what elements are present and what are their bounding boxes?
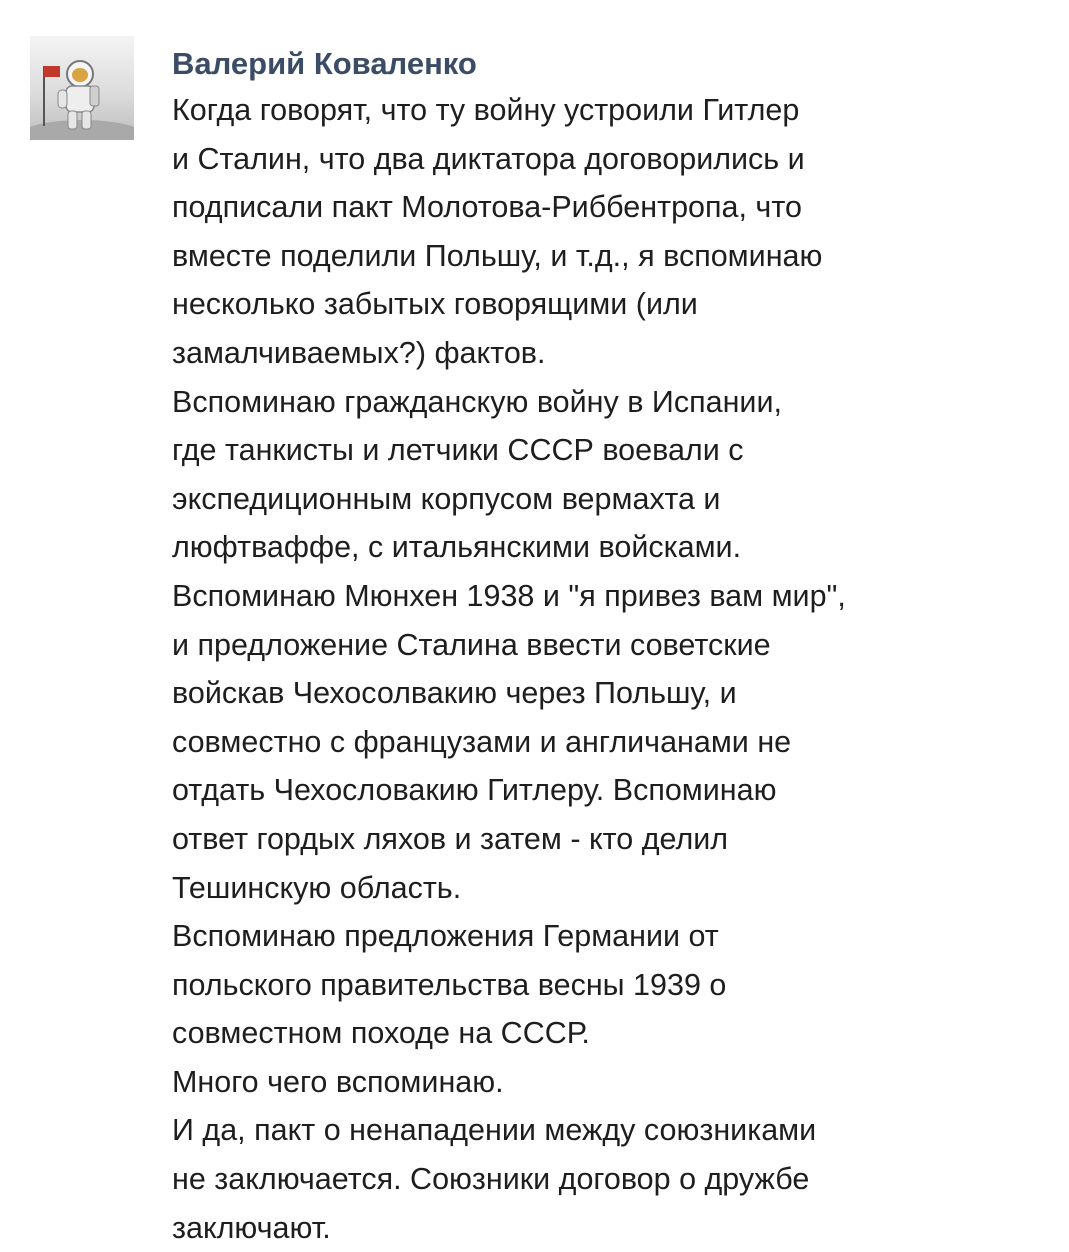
post-line: Когда говорят, что ту войну устроили Гитлер [172, 93, 800, 127]
post-line: Тешинскую область. [172, 870, 462, 905]
post-line: совместно с французами и англичанами не [172, 724, 792, 759]
post-line: отдать Чехословакию Гитлеру. Вспоминаю [172, 773, 777, 808]
post-line: Вспоминаю Мюнхен 1938 и "я привез вам мир", [172, 578, 846, 613]
post-line: и Сталин, что два диктатора договорились и [172, 141, 805, 176]
post-line: Вспоминаю предложения Германии от [172, 919, 719, 954]
post-line: замалчиваемых?) фактов. [172, 335, 546, 370]
author-name[interactable]: Валерий Коваленко [172, 46, 477, 81]
post-line: Вспоминаю гражданскую войну в Испании, [172, 384, 782, 419]
post-line: вместе поделили Польшу, и т.д., я вспоминаю [172, 238, 823, 273]
post-line: И да, пакт о ненападении между союзниками [172, 1113, 817, 1148]
post-line: подписали пакт Молотова-Риббентропа, что [172, 190, 802, 225]
post-line: люфтваффе, с итальянскими войсками. [172, 530, 742, 565]
post-line: польского правительства весны 1939 о [172, 967, 727, 1002]
post-line: не заключается. Союзники договор о дружбе [172, 1162, 810, 1197]
post-line: ответ гордых ляхов и затем - кто делил [172, 821, 729, 856]
post-line: и предложение Сталина ввести советские [172, 627, 771, 662]
post-line: заключают. [172, 1210, 331, 1245]
post-line: Много чего вспоминаю. [172, 1064, 504, 1099]
post-line: экспедиционным корпусом вермахта и [172, 481, 721, 516]
post-text [172, 86, 1052, 1252]
post-line: совместном походе на СССР. [172, 1016, 590, 1051]
post-line: где танкисты и летчики СССР воевали с [172, 433, 744, 468]
post-line: несколько забытых говорящими (или [172, 287, 698, 322]
astronaut-avatar-image [30, 36, 134, 140]
post-line: войскав Чехосолвакию через Польшу, и [172, 676, 737, 711]
avatar[interactable] [30, 36, 134, 140]
